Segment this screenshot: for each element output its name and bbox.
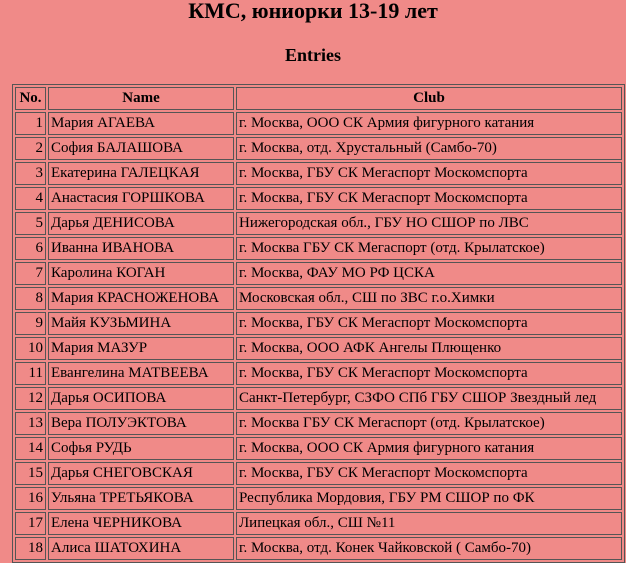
cell-name: София БАЛАШОВА (48, 137, 234, 160)
cell-club: г. Москва, ГБУ СК Мегаспорт Москомспорта (236, 187, 622, 210)
cell-no: 5 (15, 212, 46, 235)
table-row (15, 487, 622, 510)
column-header-no: No. (15, 87, 46, 110)
header-row (15, 87, 622, 110)
cell-club: Санкт-Петербург, СЗФО СПб ГБУ СШОР Звездный лед (236, 387, 622, 410)
column-header-name: Name (48, 87, 234, 110)
cell-no: 12 (15, 387, 46, 410)
cell-club: г. Москва, ООО СК Армия фигурного катания (236, 437, 622, 460)
cell-name: Мария МАЗУР (48, 337, 234, 360)
table-row (15, 412, 622, 435)
table-row (15, 512, 622, 535)
cell-club: Липецкая обл., СШ №11 (236, 512, 622, 535)
entries-heading: Entries (285, 45, 341, 65)
cell-no: 1 (15, 112, 46, 135)
page-title: КМС, юниорки 13-19 лет (188, 0, 438, 23)
table-row (15, 537, 622, 560)
table-row (15, 112, 622, 135)
entries-table (12, 84, 625, 563)
cell-no: 16 (15, 487, 46, 510)
cell-name: Дарья ОСИПОВА (48, 387, 234, 410)
cell-club: г. Москва, ООО АФК Ангелы Плющенко (236, 337, 622, 360)
table-row (15, 312, 622, 335)
cell-no: 13 (15, 412, 46, 435)
cell-club: Нижегородская обл., ГБУ НО СШОР по ЛВС (236, 212, 622, 235)
cell-name: Екатерина ГАЛЕЦКАЯ (48, 162, 234, 185)
table-row (15, 362, 622, 385)
cell-name: Софья РУДЬ (48, 437, 234, 460)
table-row (15, 162, 622, 185)
cell-name: Евангелина МАТВЕЕВА (48, 362, 234, 385)
cell-name: Дарья ДЕНИСОВА (48, 212, 234, 235)
cell-no: 14 (15, 437, 46, 460)
table-row (15, 262, 622, 285)
cell-no: 2 (15, 137, 46, 160)
cell-no: 17 (15, 512, 46, 535)
cell-no: 18 (15, 537, 46, 560)
table-row (15, 387, 622, 410)
cell-no: 10 (15, 337, 46, 360)
cell-club: г. Москва, ФАУ МО РФ ЦСКА (236, 262, 622, 285)
table-row (15, 462, 622, 485)
cell-no: 7 (15, 262, 46, 285)
cell-club: Московская обл., СШ по ЗВС г.о.Химки (236, 287, 622, 310)
cell-no: 9 (15, 312, 46, 335)
cell-name: Дарья СНЕГОВСКАЯ (48, 462, 234, 485)
cell-club: г. Москва, отд. Конек Чайковской ( Самбо-70) (236, 537, 622, 560)
table-row (15, 287, 622, 310)
cell-no: 3 (15, 162, 46, 185)
cell-club: г. Москва, ООО СК Армия фигурного катания (236, 112, 622, 135)
cell-no: 11 (15, 362, 46, 385)
cell-no: 4 (15, 187, 46, 210)
table-header (15, 87, 622, 110)
table-row (15, 137, 622, 160)
cell-no: 8 (15, 287, 46, 310)
cell-name: Мария КРАСНОЖЕНОВА (48, 287, 234, 310)
cell-name: Иванна ИВАНОВА (48, 237, 234, 260)
cell-no: 15 (15, 462, 46, 485)
cell-club: г. Москва ГБУ СК Мегаспорт (отд. Крылатское) (236, 237, 622, 260)
table-row (15, 437, 622, 460)
column-header-club: Club (236, 87, 622, 110)
cell-name: Анастасия ГОРШКОВА (48, 187, 234, 210)
table-row (15, 237, 622, 260)
cell-club: г. Москва, ГБУ СК Мегаспорт Москомспорта (236, 362, 622, 385)
cell-name: Майя КУЗЬМИНА (48, 312, 234, 335)
cell-club: г. Москва ГБУ СК Мегаспорт (отд. Крылатское) (236, 412, 622, 435)
table-body (15, 112, 622, 560)
table-row (15, 187, 622, 210)
cell-club: г. Москва, ГБУ СК Мегаспорт Москомспорта (236, 162, 622, 185)
cell-name: Ульяна ТРЕТЬЯКОВА (48, 487, 234, 510)
cell-club: Республика Мордовия, ГБУ РМ СШОР по ФК (236, 487, 622, 510)
cell-name: Алиса ШАТОХИНА (48, 537, 234, 560)
table-row (15, 337, 622, 360)
cell-club: г. Москва, отд. Хрустальный (Самбо-70) (236, 137, 622, 160)
cell-club: г. Москва, ГБУ СК Мегаспорт Москомспорта (236, 462, 622, 485)
cell-name: Вера ПОЛУЭКТОВА (48, 412, 234, 435)
cell-no: 6 (15, 237, 46, 260)
cell-club: г. Москва, ГБУ СК Мегаспорт Москомспорта (236, 312, 622, 335)
cell-name: Мария АГАЕВА (48, 112, 234, 135)
table-row (15, 212, 622, 235)
cell-name: Каролина КОГАН (48, 262, 234, 285)
cell-name: Елена ЧЕРНИКОВА (48, 512, 234, 535)
